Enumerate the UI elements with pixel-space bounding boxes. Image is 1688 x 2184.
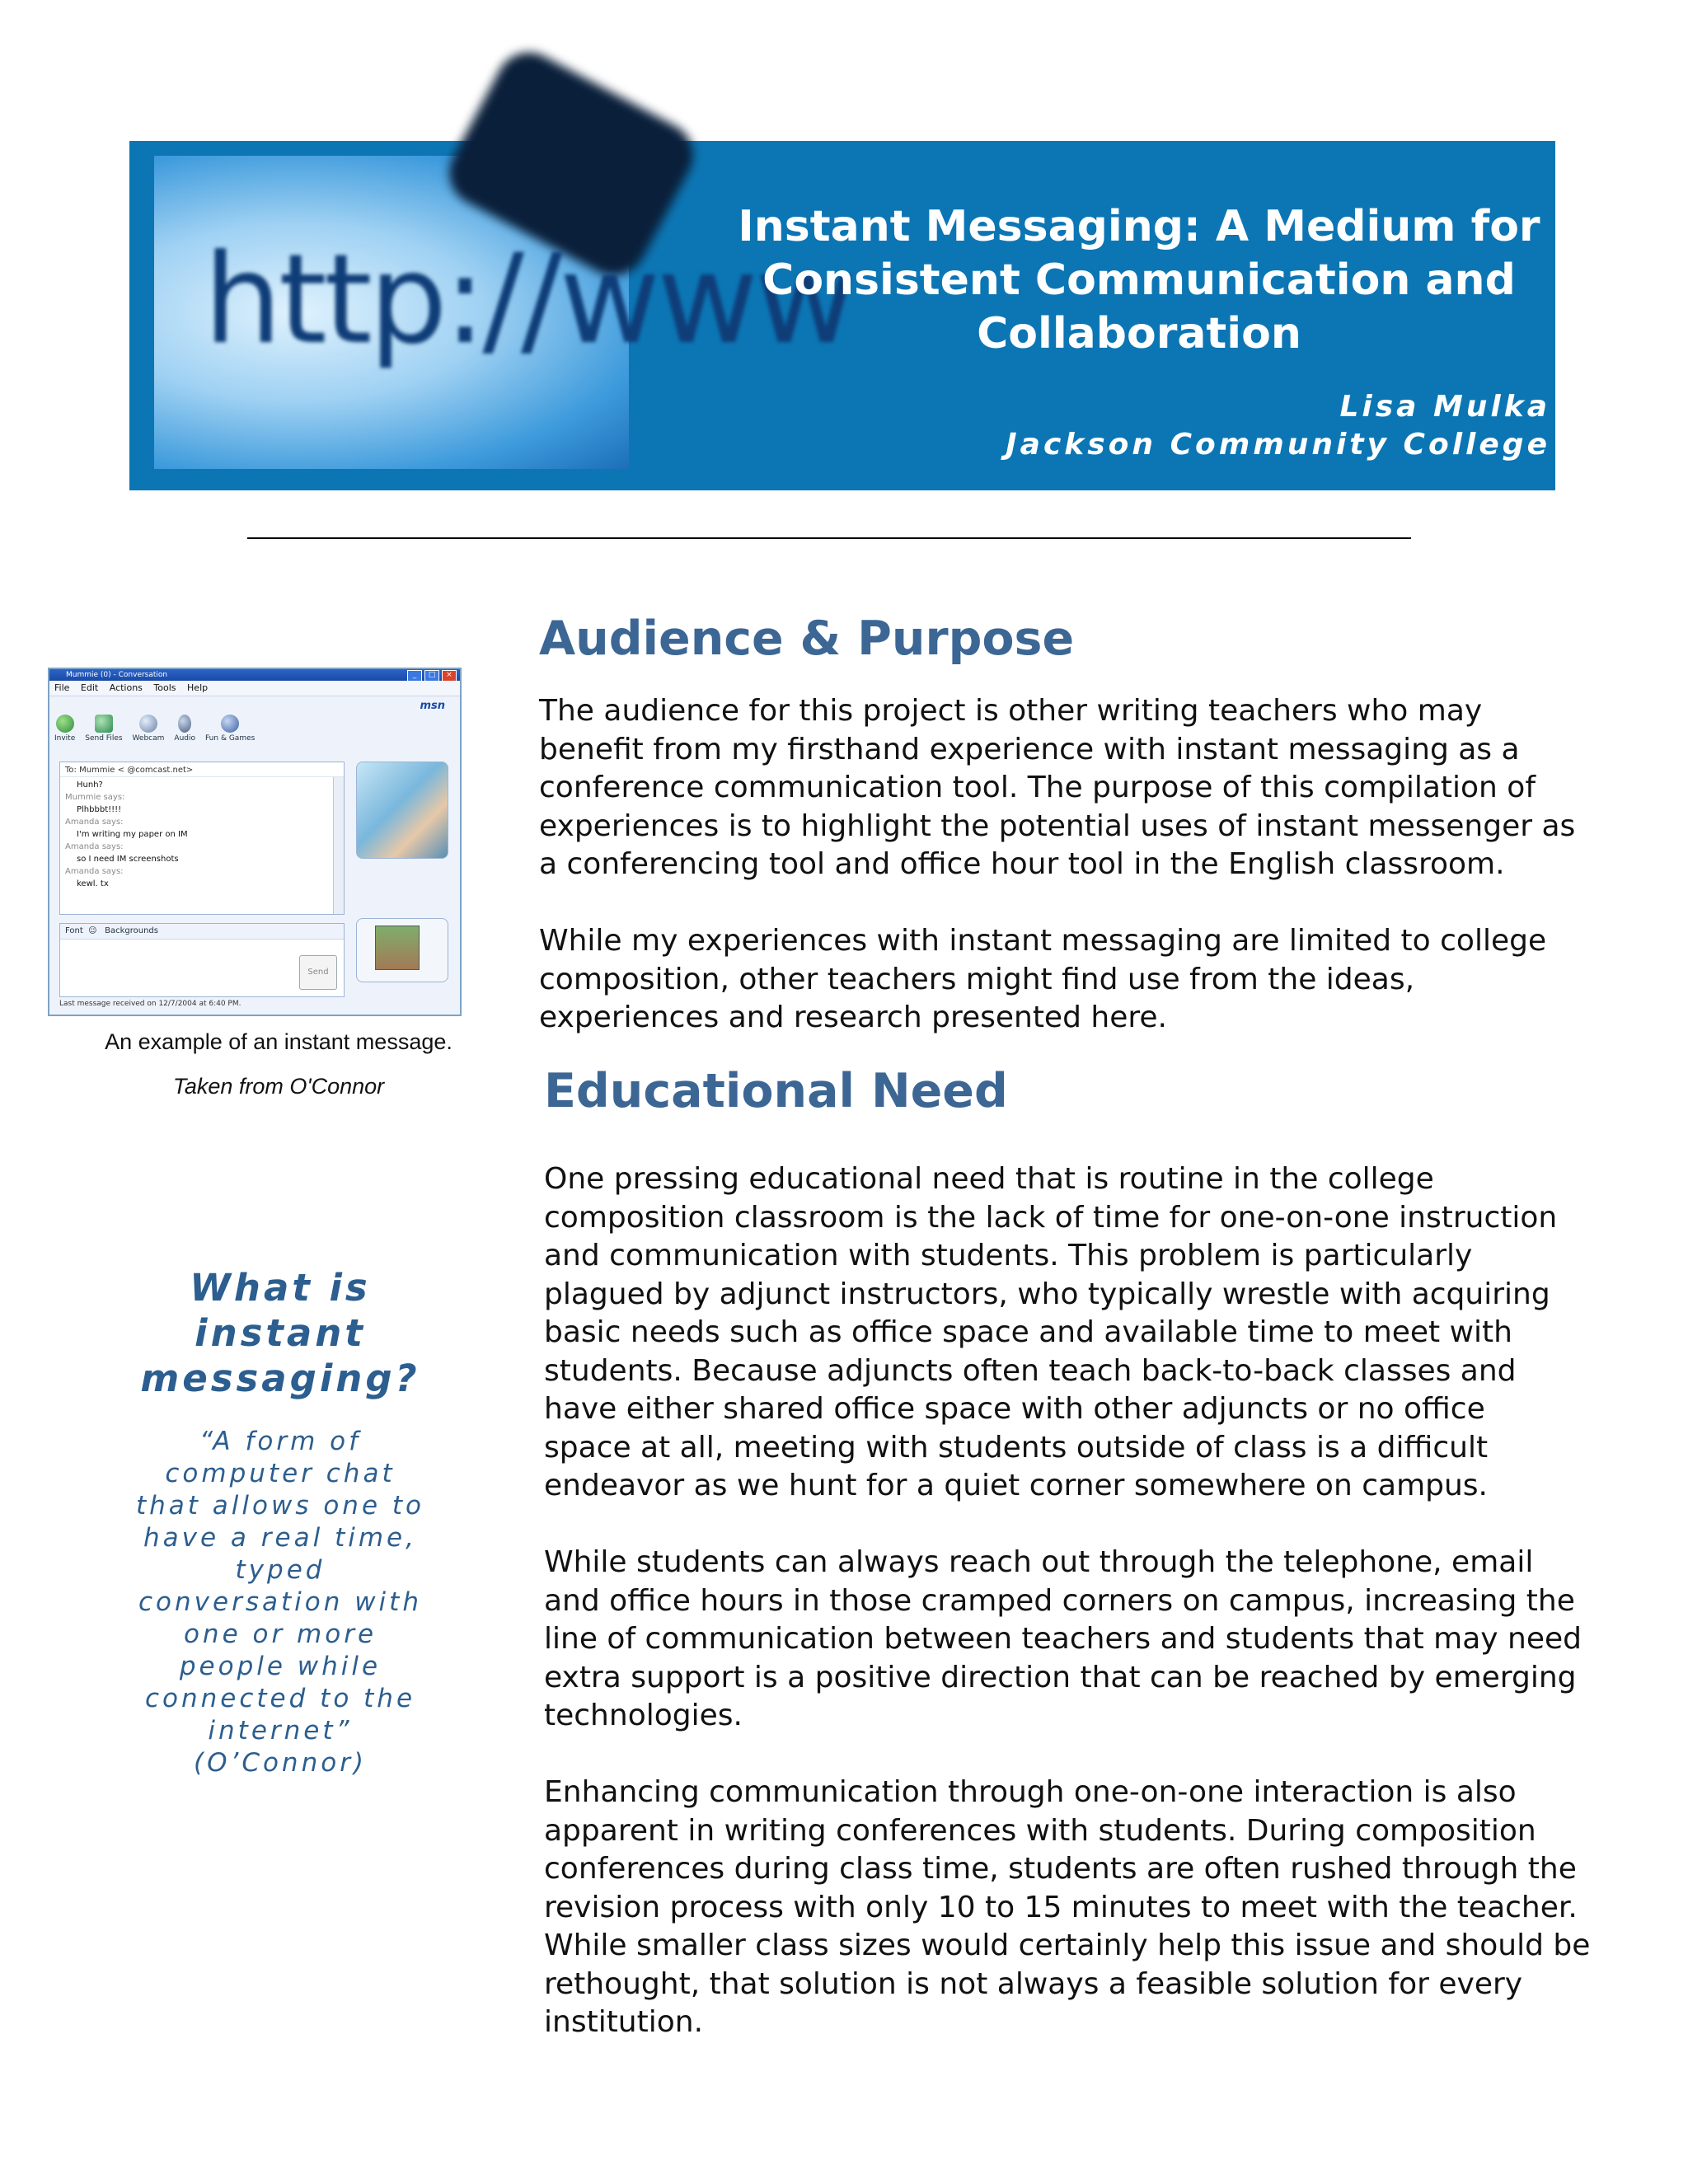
header-banner [129, 141, 1555, 490]
im-menubar [49, 681, 460, 696]
section-heading-audience: Audience & Purpose [539, 612, 1075, 666]
im-titlebar [49, 669, 460, 681]
invite-icon [56, 715, 74, 733]
msn-logo: msn [420, 700, 445, 712]
im-scrollbar [333, 777, 344, 914]
im-backgrounds-button: Backgrounds [105, 926, 158, 935]
im-tool-label: Fun & Games [205, 734, 256, 743]
sidebar-quote: “A form of computer chat that allows one to have a real time, typed conversation with one or more people while connected to the internet” (O’Connor) [135, 1427, 425, 1778]
im-to-name: To: Mummie [65, 766, 115, 775]
author-name: Lisa Mulka [1339, 390, 1550, 424]
im-window-controls [407, 670, 457, 682]
im-tool-label: Audio [174, 734, 195, 743]
figure-caption: An example of an instant message. [105, 1029, 452, 1054]
im-compose-pane [59, 923, 345, 997]
title-line-2: Consistent Communication and [762, 255, 1516, 305]
games-icon [221, 715, 239, 733]
im-message: so I need IM screenshots [77, 855, 179, 864]
audience-paragraph-1: The audience for this project is other writing teachers who may benefit from my firsthand experience with instant messaging as a conference communication tool. The purpose of this compilation of experiences is to highlight the potential uses of instant messenger as a conferencing tool and office hour tool in the English classroom. [539, 694, 1576, 881]
im-menu-edit: Edit [80, 682, 99, 693]
im-menu-file: File [54, 682, 70, 693]
im-speaker: Amanda says: [65, 842, 124, 851]
author-block [1006, 388, 1550, 464]
contact-photo [356, 762, 448, 859]
author-institution: Jackson Community College [1006, 428, 1550, 462]
need-paragraph-2: While students can always reach out through the telephone, email and office hours in those cramped corners on campus, increasing the line of communication between teachers and students that may need extra support is a positive direction that can be reached by emerging technologies. [544, 1545, 1582, 1732]
audience-paragraph-2: While my experiences with instant messaging are limited to college composition, other teachers might find use from the ideas, experiences and research presented here. [539, 924, 1547, 1034]
im-menu-help: Help [187, 682, 209, 693]
im-tool-webcam [133, 715, 165, 743]
sidebar-heading: What is instant messaging? [140, 1266, 420, 1400]
im-window-title: Mummie (0) - Conversation [66, 671, 168, 679]
im-message: Hunh? [77, 780, 103, 790]
im-screenshot-figure [48, 668, 462, 1016]
im-format-bar [60, 924, 344, 940]
im-menu-actions: Actions [109, 682, 143, 693]
title-line-3: Collaboration [977, 309, 1301, 359]
im-speaker: Amanda says: [65, 818, 124, 827]
horizontal-rule [247, 537, 1411, 539]
im-tool-invite [54, 715, 75, 743]
minimize-icon: _ [407, 670, 422, 682]
im-send-button: Send [299, 955, 337, 990]
im-to-email: @comcast.net> [127, 766, 194, 775]
section-heading-need: Educational Need [544, 1064, 1008, 1118]
emoticon-icon: ☺ [85, 926, 102, 935]
im-tool-audio [174, 715, 195, 743]
im-menu-tools: Tools [153, 682, 176, 693]
need-paragraph-1: One pressing educational need that is routine in the college composition classroom is the lack of time for one-on-one instruction and communication with students. This problem is particularly plagued by adjunct instructors, who typically wrestle with acquiring basic needs such as office space and available time to meet with students. Because adjuncts often teach back-to-back classes and have either shared office space with other adjuncts or no office space at all, meeting with students outside of class is a difficult endeavor as we hunt for a quiet corner somewhere on campus. [544, 1162, 1558, 1502]
need-paragraph-3: Enhancing communication through one-on-one interaction is also apparent in writing conferences with students. During composition conferences during class time, students are often rushed through the revision process with only 10 to 15 minutes to meet with the teacher. While smaller class sizes would certainly help this issue and should be rethought, that solution is not always a feasible solution for every institution. [544, 1775, 1591, 2039]
im-speaker: Mummie says: [65, 793, 125, 802]
send-files-icon [95, 715, 113, 733]
im-tool-label: Webcam [132, 734, 165, 743]
figure-credit: Taken from O'Connor [172, 1074, 385, 1099]
user-photo [356, 918, 448, 982]
im-conversation-pane [59, 762, 345, 915]
maximize-icon: □ [424, 670, 439, 682]
banner-photo [154, 156, 853, 469]
im-tool-send-files [85, 715, 122, 743]
im-speaker: Amanda says: [65, 867, 124, 876]
user-photo-image [375, 926, 420, 970]
im-to-line: To: Mummie < @comcast.net> [60, 764, 344, 777]
webcam-icon [139, 715, 157, 733]
close-icon: × [442, 670, 457, 682]
im-status-bar: Last message received on 12/7/2004 at 6:40 PM. [59, 1000, 241, 1008]
im-message: Plhbbbt!!!! [77, 805, 122, 814]
im-message: I'm writing my paper on IM [77, 830, 188, 839]
im-tool-label: Send Files [85, 734, 123, 743]
im-font-button: Font [65, 926, 83, 935]
im-tool-label: Invite [54, 734, 76, 743]
document-title [645, 200, 1634, 361]
microphone-icon [178, 715, 191, 733]
banner-photo-url-text: http://www [204, 228, 853, 372]
im-message: kewl. tx [77, 879, 109, 888]
title-line-1: Instant Messaging: A Medium for [738, 202, 1540, 251]
im-toolbar [49, 696, 460, 746]
im-tool-fun-games [205, 715, 255, 743]
